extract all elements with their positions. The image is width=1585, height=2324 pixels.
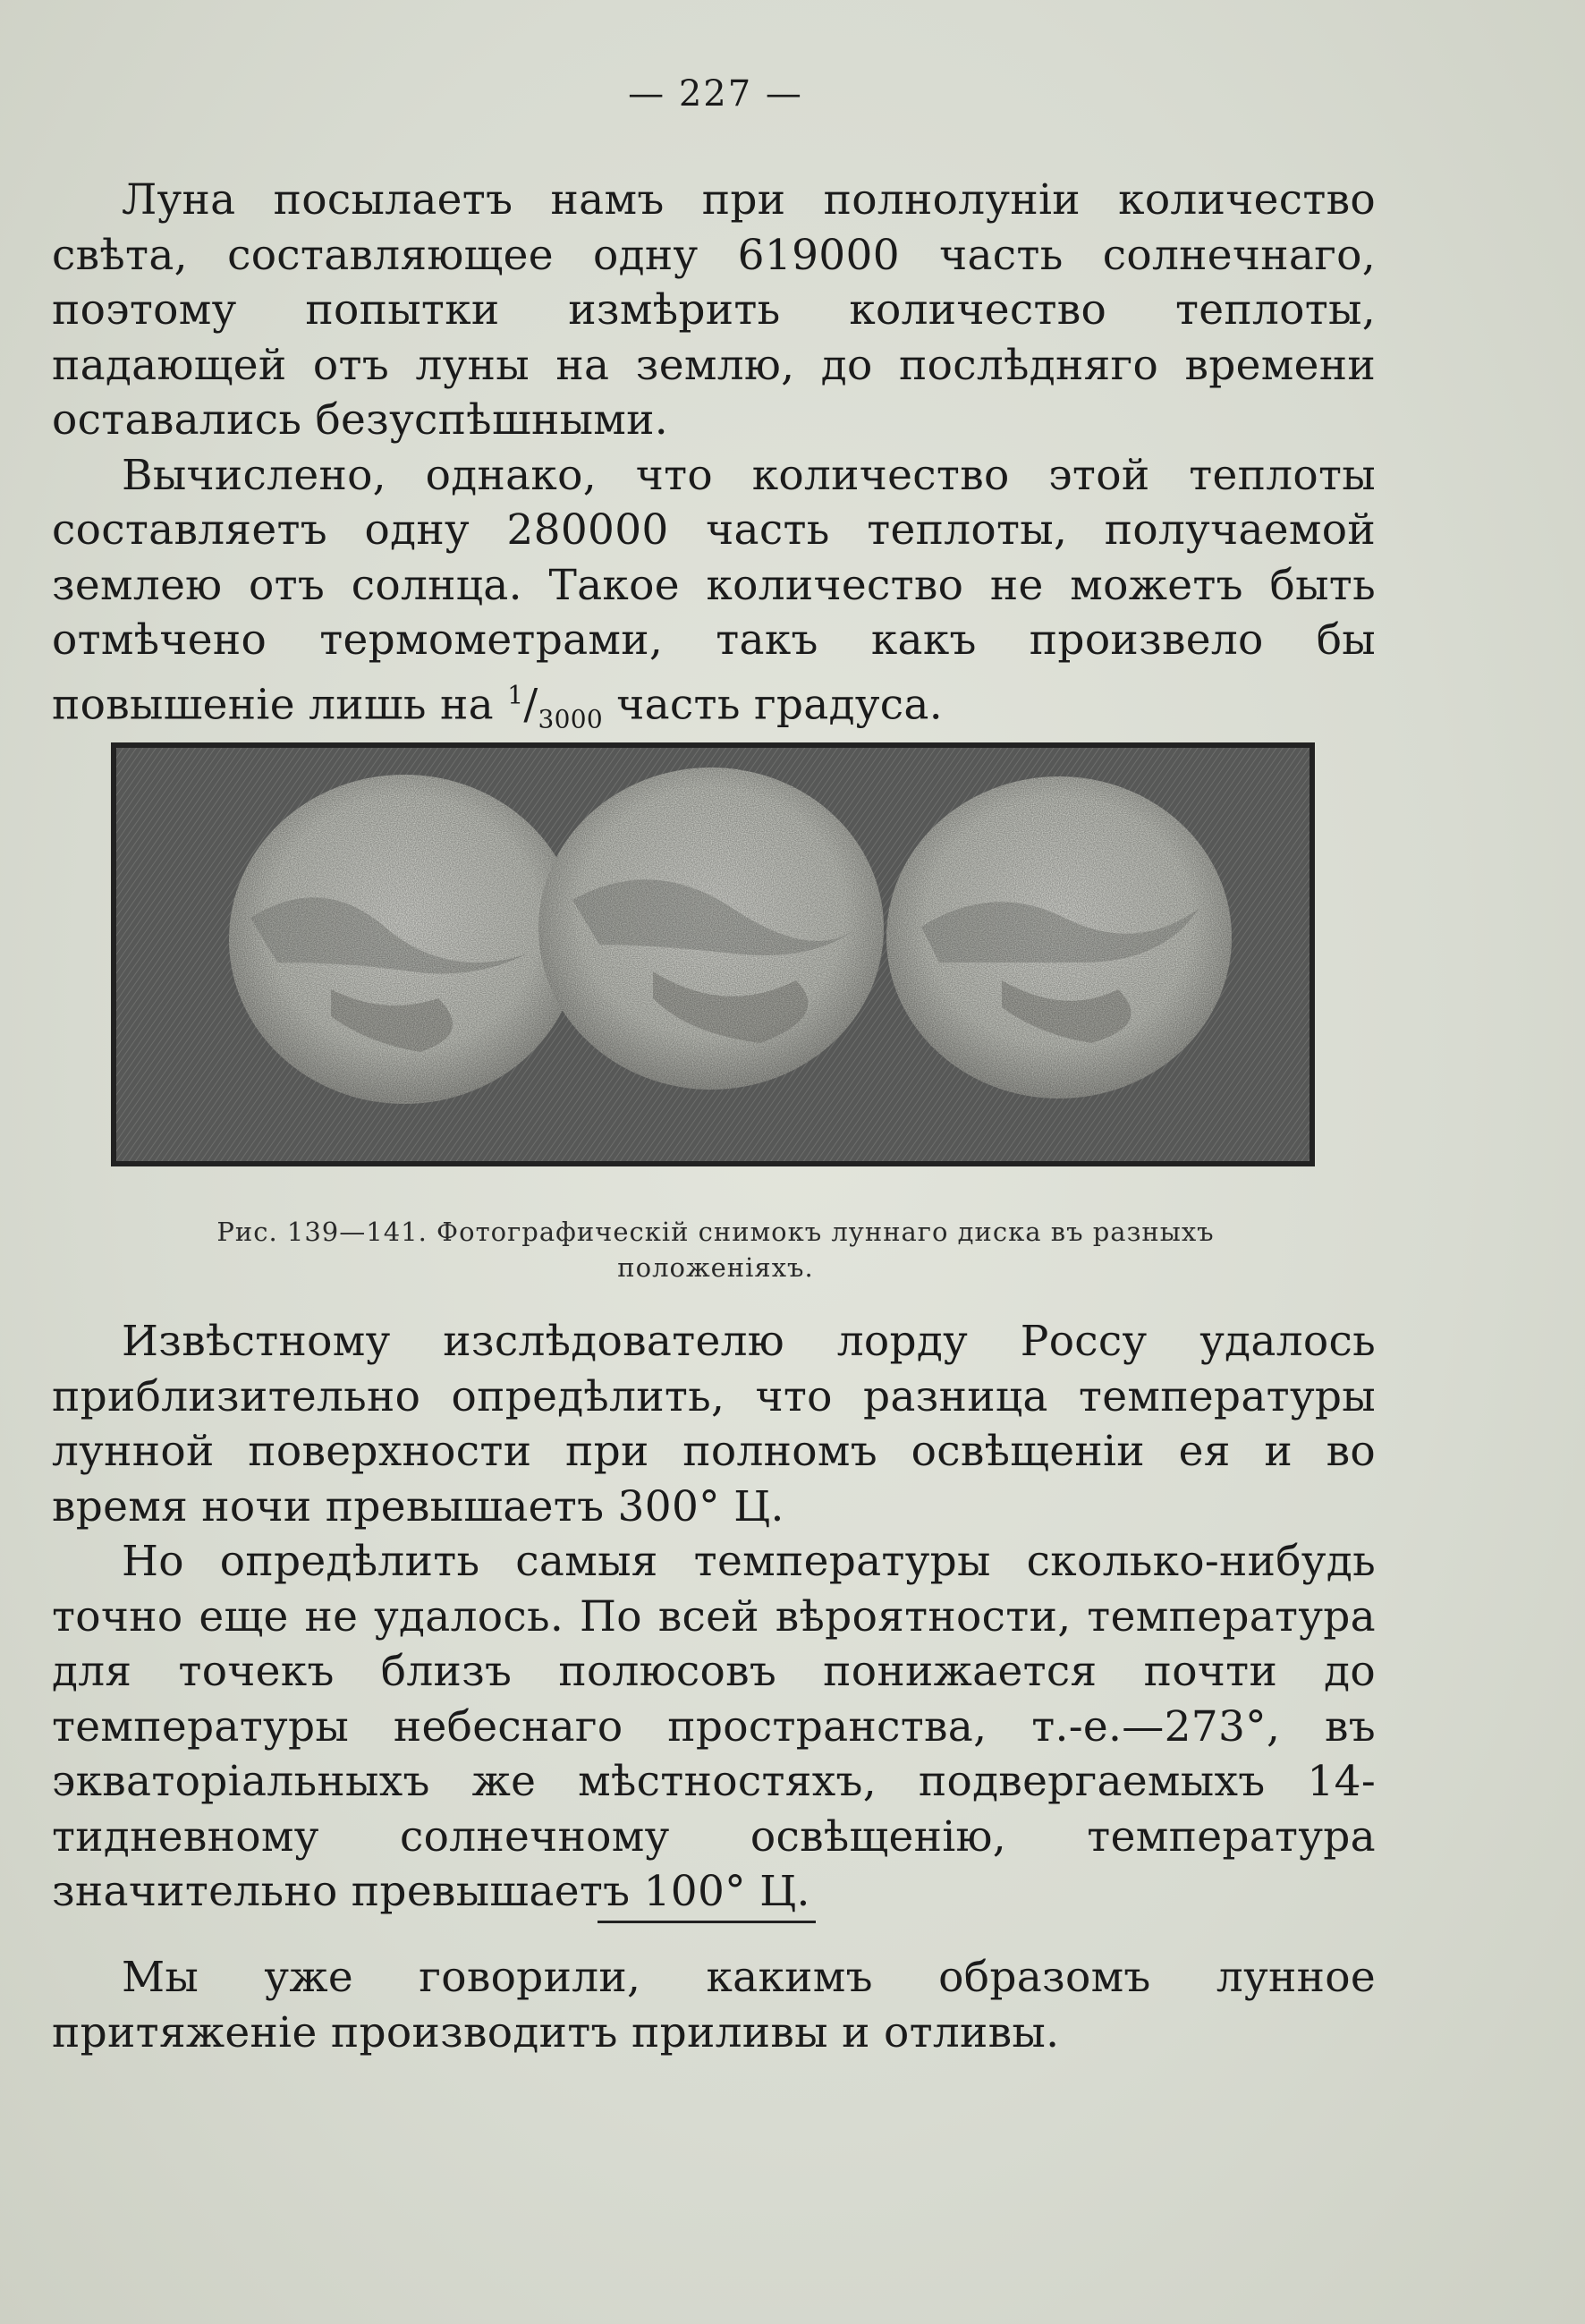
figure-caption — [107, 1214, 1324, 1285]
moon-disc-2 — [538, 768, 884, 1090]
fraction: $^1/_{3000}$ — [507, 680, 603, 734]
fraction-denominator: 3000 — [538, 704, 603, 734]
text-block-top — [52, 173, 1376, 747]
paragraph — [52, 448, 1376, 748]
text-block-bottom — [52, 1314, 1376, 1920]
page-number: — 227 — — [628, 73, 803, 115]
paragraph: Мы уже говорили, какимъ образомъ лунное притяженіе производитъ приливы и отливы. — [52, 1953, 1376, 2057]
moon-photograph-figure — [111, 742, 1315, 1166]
paragraph: Луна посылаетъ намъ при полнолуніи количество свѣта, составляющее одну 619000 часть солнечнаго, поэтому попытки измѣрить количество теплоты, падающей отъ луны на землю, до послѣдняго времени оставались безуспѣшными. — [52, 175, 1376, 445]
figure-caption-line: положеніяхъ. — [617, 1252, 814, 1283]
section-divider — [598, 1921, 816, 1923]
moon-disc-3 — [886, 776, 1232, 1098]
paragraph: Извѣстному изслѣдователю лорду Россу удалось приблизительно опредѣлить, что разница температуры лунной поверхности при полномъ освѣщеніи ея и во время ночи превышаетъ 300° Ц. — [52, 1317, 1376, 1531]
paragraph: Но опредѣлить самыя температуры сколько-нибудь точно еще не удалось. По всей вѣроятности, температура для точекъ близъ полюсовъ понижается почти до температуры небеснаго пространства, т.-е.—273°, въ экваторіальныхъ же мѣстностяхъ, подвергаемыхъ 14-тидневному солнечному освѣщенію, температура значительно превышаетъ 100° Ц. — [52, 1537, 1376, 1916]
paragraph-text-end: часть градуса. — [616, 680, 943, 730]
fraction-numerator: 1 — [507, 680, 524, 710]
moon-disc-1 — [229, 775, 580, 1104]
text-block-last — [52, 1950, 1376, 2060]
figure-caption-line: Рис. 139—141. Фотографическій снимокъ луннаго диска въ разныхъ — [216, 1217, 1215, 1247]
moon-discs-image — [116, 748, 1310, 1161]
paragraph-text: Вычислено, однако, что количество этой теплоты составляетъ одну 280000 часть теплоты, получаемой землею отъ солнца. Такое количество не можетъ быть отмѣчено термометрами, такъ какъ произвело бы повышеніе лишь на — [52, 450, 1376, 730]
